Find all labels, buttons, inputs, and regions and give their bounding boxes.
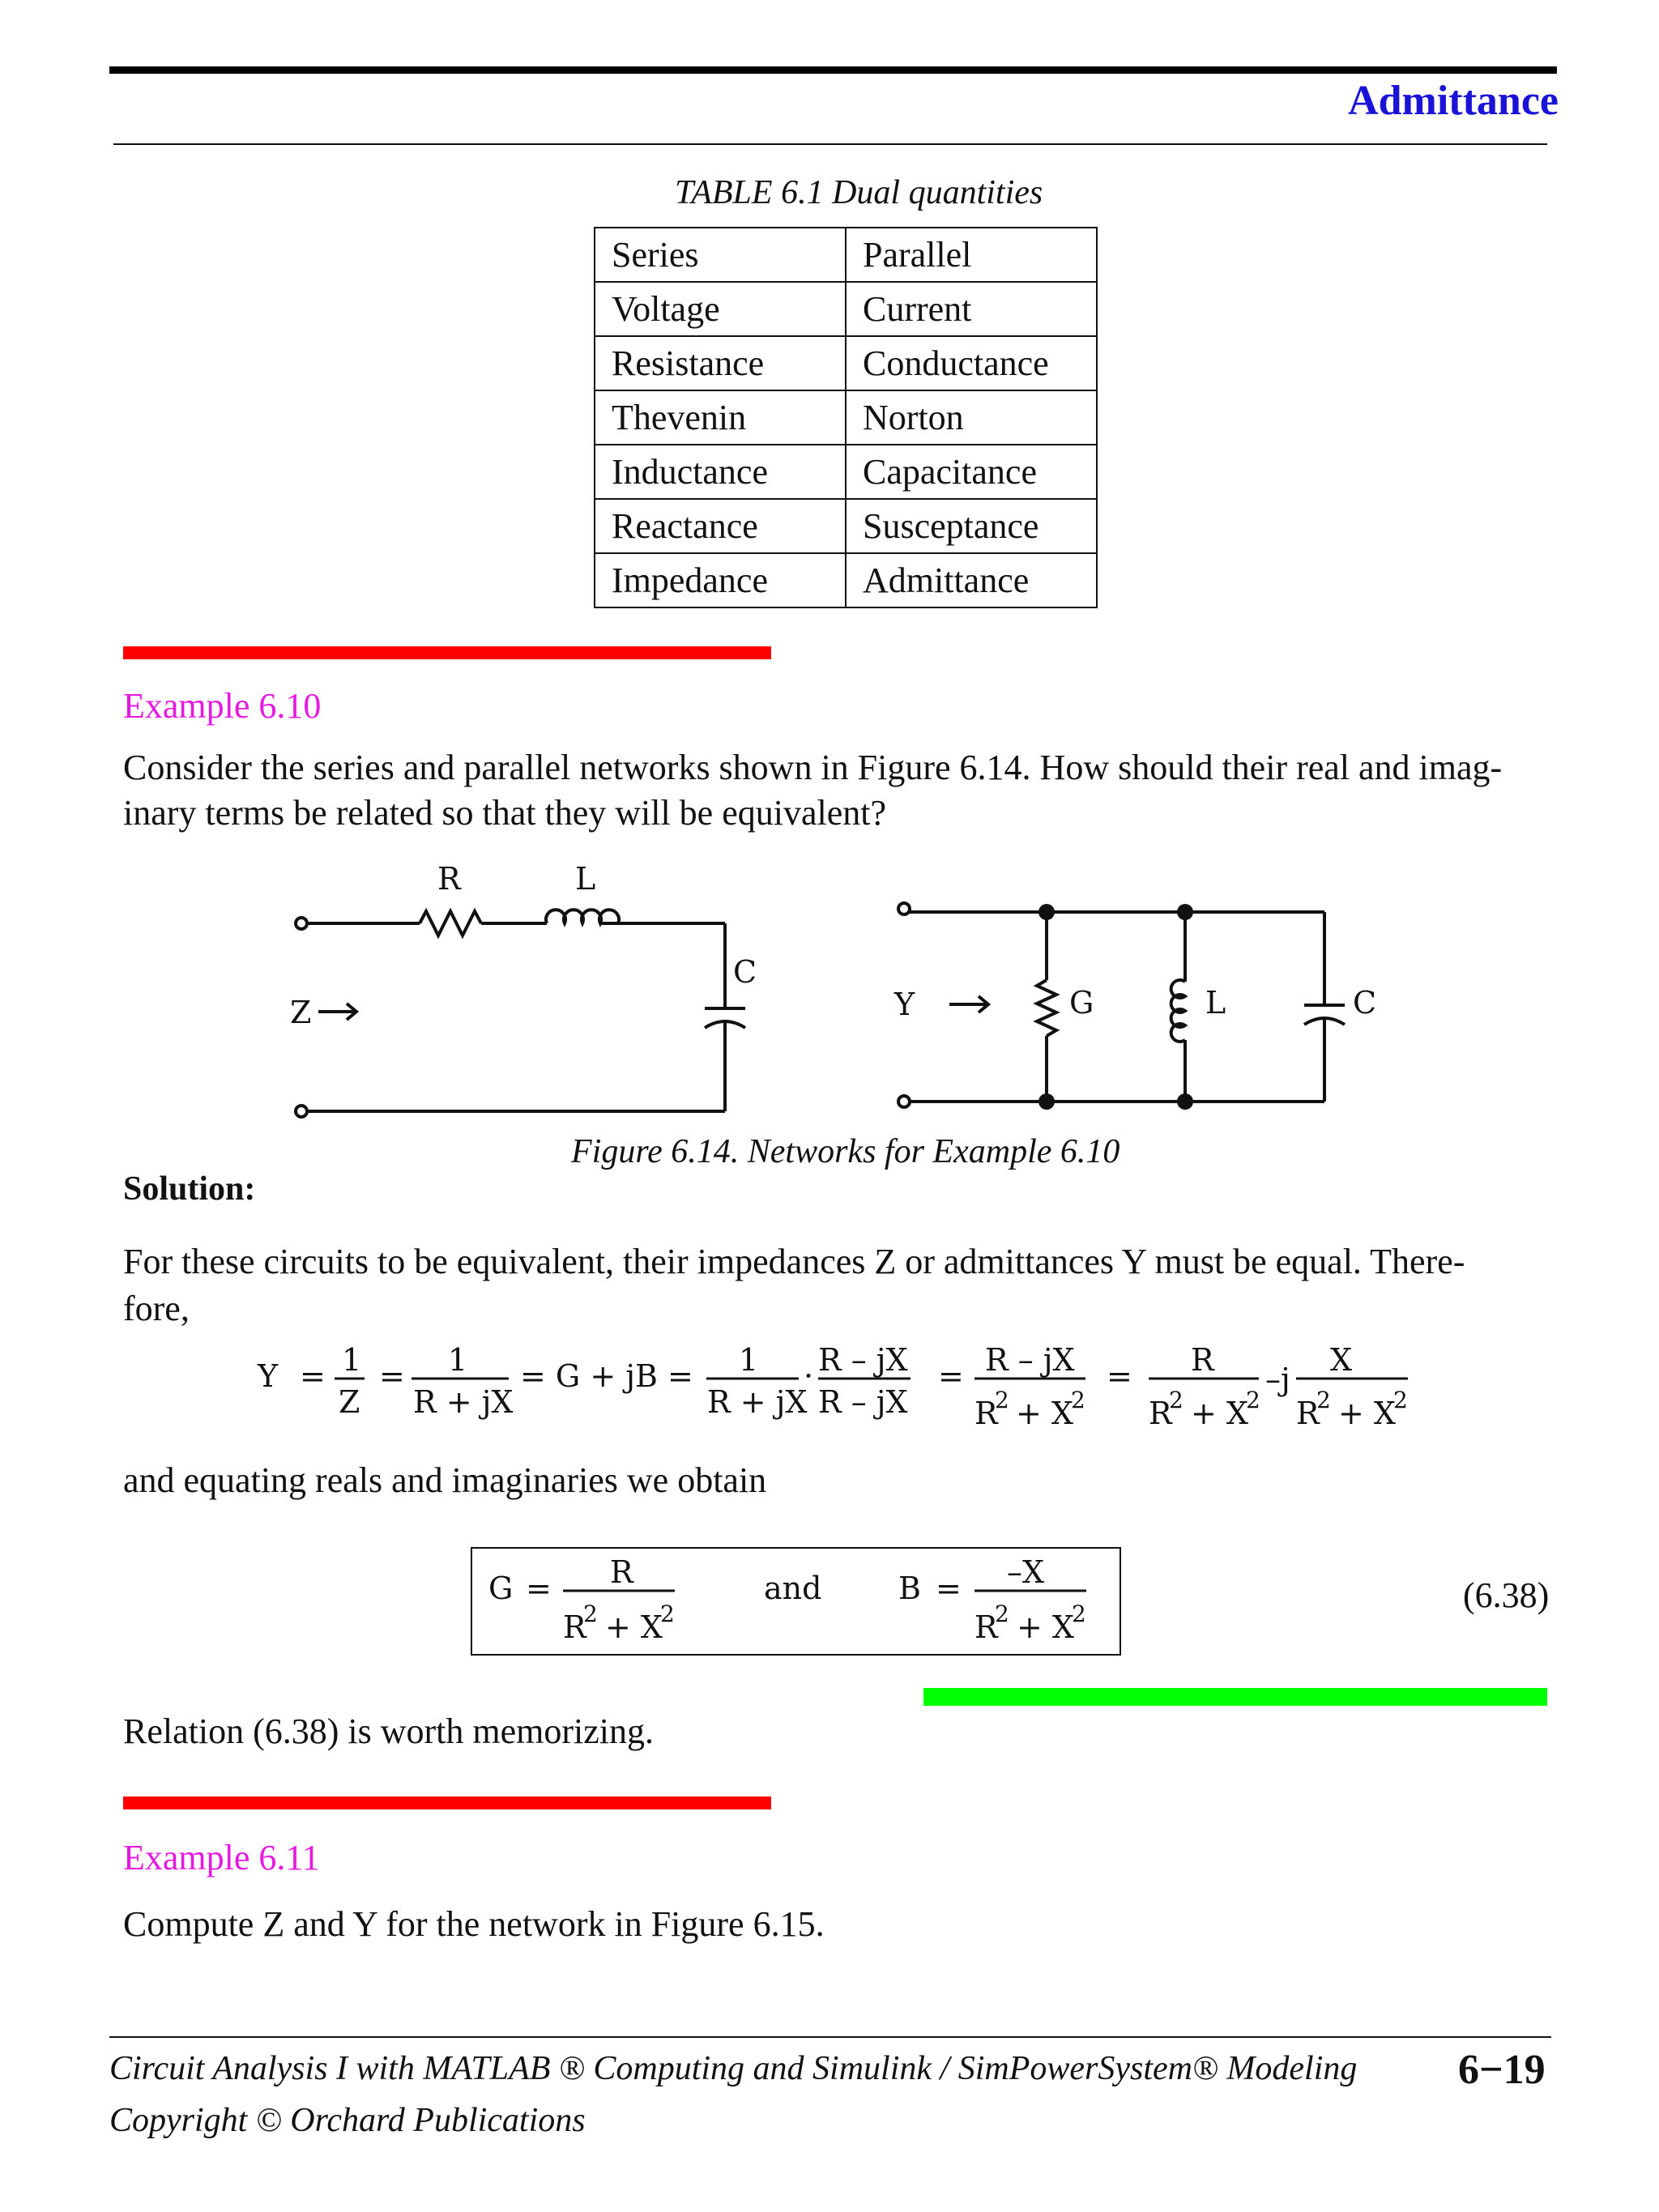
- label-C: C: [733, 954, 757, 990]
- svg-text:R: R: [975, 1396, 998, 1431]
- svg-text:R: R: [1191, 1342, 1214, 1378]
- label-R: R: [437, 863, 461, 897]
- table-row: [595, 499, 1097, 553]
- relation-text: Relation (6.38) is worth memorizing.: [123, 1711, 654, 1751]
- example2-text: Compute Z and Y for the network in Figure 6.15.: [123, 1904, 825, 1944]
- svg-text:1: 1: [448, 1342, 468, 1378]
- svg-text:= G + jB =: = G + jB =: [520, 1358, 693, 1394]
- green-divider: [923, 1688, 1547, 1706]
- solution-heading: Solution:: [123, 1170, 256, 1208]
- after-equation-text: and equating reals and imaginaries we obtain: [123, 1460, 767, 1500]
- svg-text:=: =: [300, 1358, 326, 1394]
- table-cell: Susceptance: [846, 499, 1097, 553]
- header-thick-rule: [109, 66, 1557, 74]
- equation-number: (6.38): [1463, 1575, 1550, 1615]
- svg-text:R: R: [975, 1609, 998, 1645]
- table-cell: Resistance: [595, 336, 846, 390]
- svg-text:Y: Y: [258, 1358, 279, 1394]
- network-figure: [275, 863, 1442, 1146]
- svg-text:R – jX: R – jX: [818, 1342, 908, 1378]
- svg-text:R: R: [1149, 1396, 1172, 1431]
- svg-text:2: 2: [1071, 1387, 1085, 1413]
- svg-text:R: R: [563, 1609, 586, 1645]
- solution-text-line2: fore,: [123, 1289, 190, 1328]
- svg-text:R – jX: R – jX: [985, 1342, 1075, 1378]
- svg-text:R: R: [610, 1554, 633, 1590]
- red-divider: [123, 1796, 771, 1809]
- header-thin-rule: [113, 143, 1547, 145]
- svg-text:2: 2: [995, 1387, 1009, 1413]
- table-cell: Series: [595, 228, 846, 282]
- svg-text:R + jX: R + jX: [413, 1384, 514, 1420]
- red-divider: [123, 646, 771, 659]
- table-cell: Inductance: [595, 445, 846, 499]
- label-Y: Y: [894, 987, 915, 1022]
- table-cell: Capacitance: [846, 445, 1097, 499]
- svg-text:R: R: [1296, 1396, 1320, 1431]
- svg-text:2: 2: [1169, 1387, 1183, 1413]
- svg-text:R + jX: R + jX: [707, 1384, 808, 1420]
- table-row: [595, 228, 1097, 282]
- svg-text:G: G: [488, 1571, 514, 1606]
- svg-text:=: =: [938, 1358, 964, 1394]
- svg-text:Z: Z: [339, 1384, 360, 1420]
- svg-text:=: =: [379, 1358, 405, 1394]
- svg-text:2: 2: [660, 1600, 675, 1627]
- page-number: 6−19: [1458, 2047, 1546, 2093]
- svg-text:–X: –X: [1007, 1554, 1045, 1590]
- table-cell: Conductance: [846, 336, 1097, 390]
- svg-text:1: 1: [739, 1342, 759, 1378]
- dual-quantities-table: [594, 227, 1098, 608]
- svg-text:2: 2: [1393, 1387, 1408, 1413]
- and-word: and: [764, 1571, 822, 1606]
- table-row: [595, 390, 1097, 445]
- table-cell: Parallel: [846, 228, 1097, 282]
- table-cell: Voltage: [595, 282, 846, 336]
- running-header: Admittance: [1348, 78, 1559, 124]
- svg-text:B: B: [898, 1571, 921, 1606]
- table-cell: Norton: [846, 390, 1097, 445]
- boxed-equation: [472, 1549, 1118, 1651]
- figure-caption: Figure 6.14. Networks for Example 6.10: [571, 1133, 1120, 1170]
- table-cell: Admittance: [846, 553, 1097, 607]
- footer-rule: [109, 2036, 1551, 2038]
- table-row: [595, 553, 1097, 607]
- svg-text:2: 2: [995, 1600, 1009, 1627]
- svg-text:=: =: [936, 1571, 962, 1606]
- svg-text:+ X: + X: [605, 1609, 663, 1645]
- label-C2: C: [1353, 985, 1377, 1021]
- svg-text:R – jX: R – jX: [818, 1384, 908, 1420]
- example-text-line2: inary terms be related so that they will be equivalent?: [123, 793, 887, 833]
- label-L: L: [575, 863, 596, 897]
- svg-text:+ X: + X: [1191, 1396, 1248, 1431]
- admittance-equation: [251, 1336, 1434, 1442]
- label-G: G: [1069, 985, 1094, 1021]
- table-cell: Impedance: [595, 553, 846, 607]
- svg-text:=: =: [1107, 1358, 1132, 1394]
- svg-text:1: 1: [342, 1342, 362, 1378]
- footer-copyright: Copyright © Orchard Publications: [109, 2102, 586, 2139]
- solution-text-line1: For these circuits to be equivalent, their impedances Z or admittances Y must be equal. There-: [123, 1242, 1465, 1281]
- example-title: Example 6.10: [123, 686, 322, 726]
- example-title: Example 6.11: [123, 1838, 320, 1877]
- footer-title: Circuit Analysis I with MATLAB ® Computing and Simulink / SimPowerSystem® Modeling: [109, 2050, 1358, 2087]
- label-Z: Z: [290, 995, 312, 1030]
- svg-text:=: =: [526, 1571, 552, 1606]
- svg-text:X: X: [1330, 1342, 1353, 1378]
- table-cell: Reactance: [595, 499, 846, 553]
- table-cell: Thevenin: [595, 390, 846, 445]
- label-L2: L: [1205, 985, 1226, 1021]
- svg-text:+ X: + X: [1338, 1396, 1396, 1431]
- table-row: [595, 336, 1097, 390]
- svg-text:+ X: + X: [1016, 1396, 1073, 1431]
- table-row: [595, 445, 1097, 499]
- svg-text:+ X: + X: [1017, 1609, 1074, 1645]
- svg-text:–j: –j: [1265, 1362, 1290, 1397]
- table-row: [595, 282, 1097, 336]
- example-text-line1: Consider the series and parallel networks shown in Figure 6.14. How should their real and imag-: [123, 748, 1503, 787]
- svg-text:·: ·: [804, 1358, 814, 1394]
- svg-text:2: 2: [1072, 1600, 1086, 1627]
- table-caption: TABLE 6.1 Dual quantities: [675, 174, 1043, 211]
- svg-text:2: 2: [1316, 1387, 1331, 1413]
- svg-text:2: 2: [1246, 1387, 1260, 1413]
- table-cell: Current: [846, 282, 1097, 336]
- svg-text:2: 2: [583, 1600, 598, 1627]
